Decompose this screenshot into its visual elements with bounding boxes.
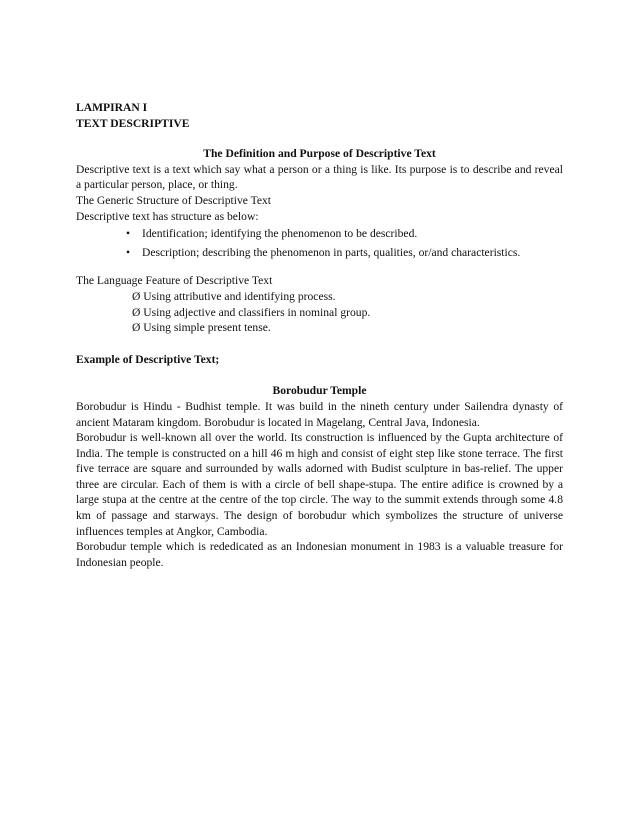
structure-heading: The Generic Structure of Descriptive Text [76, 193, 272, 207]
language-heading: The Language Feature of Descriptive Text [76, 274, 273, 288]
bullet-icon: • [126, 227, 131, 241]
example-title: Borobudur Temple [272, 384, 367, 398]
list-item-text: Identification; identifying the phenomenon to be described. [142, 227, 418, 241]
list-item-text: Using simple present tense. [143, 321, 271, 335]
example-paragraph: Borobudur is well-known all over the world. Its construction is influenced by the Gupta architecture of India. The temple is constructed on a hill 46 m high and consist of eight step like stone terrace. The first five terrace are square and surrounded by walls adorned with Budist sculpture in bas-relief. The upper three are circular. Each of them is with a circle of bell shape-stupa. The entire adifice is crowned by a large stupa at the centre at the centre of the top circle. The way to the summit extends through some 4.8 km of passage and starways. The design of borobudur which symbolizes the structure of universe influences temples at Angkor, Cambodia. [76, 431, 563, 538]
list-item [126, 245, 563, 261]
list-item [126, 226, 563, 242]
document-body [76, 100, 563, 570]
example-paragraph: Borobudur is Hindu - Budhist temple. It was build in the nineth century under Sailendra dynasty of ancient Mataram kingdom. Borobudur is located in Magelang, Central Java, Indonesia. [76, 399, 563, 429]
list-item-text: Using adjective and classifiers in nominal group. [143, 305, 371, 319]
appendix-label: LAMPIRAN I [76, 101, 148, 114]
list-item [132, 289, 563, 305]
section-heading: The Definition and Purpose of Descriptive Text [203, 147, 436, 161]
list-item-text: Using attributive and identifying process. [143, 289, 336, 303]
language-list [76, 289, 563, 336]
arrow-marker-icon: Ø [132, 305, 141, 319]
bullet-icon: • [126, 245, 131, 259]
example-heading: Example of Descriptive Text; [76, 352, 220, 366]
arrow-marker-icon: Ø [132, 289, 141, 303]
list-item [132, 305, 563, 321]
arrow-marker-icon: Ø [132, 321, 141, 335]
appendix-title: TEXT DESCRIPTIVE [76, 116, 190, 130]
example-paragraph: Borobudur temple which is rededicated as an Indonesian monument in 1983 is a valuable treasure for Indonesian people. [76, 540, 563, 569]
definition-paragraph: Descriptive text is a text which say what a person or a thing is like. Its purpose is to describe and reveal a particular person, place, or thing. [76, 162, 563, 192]
list-item-text: Description; describing the phenomenon in parts, qualities, or/and characteristics. [142, 245, 521, 259]
structure-intro: Descriptive text has structure as below: [76, 209, 259, 223]
list-item [132, 320, 563, 336]
structure-list [76, 226, 563, 260]
